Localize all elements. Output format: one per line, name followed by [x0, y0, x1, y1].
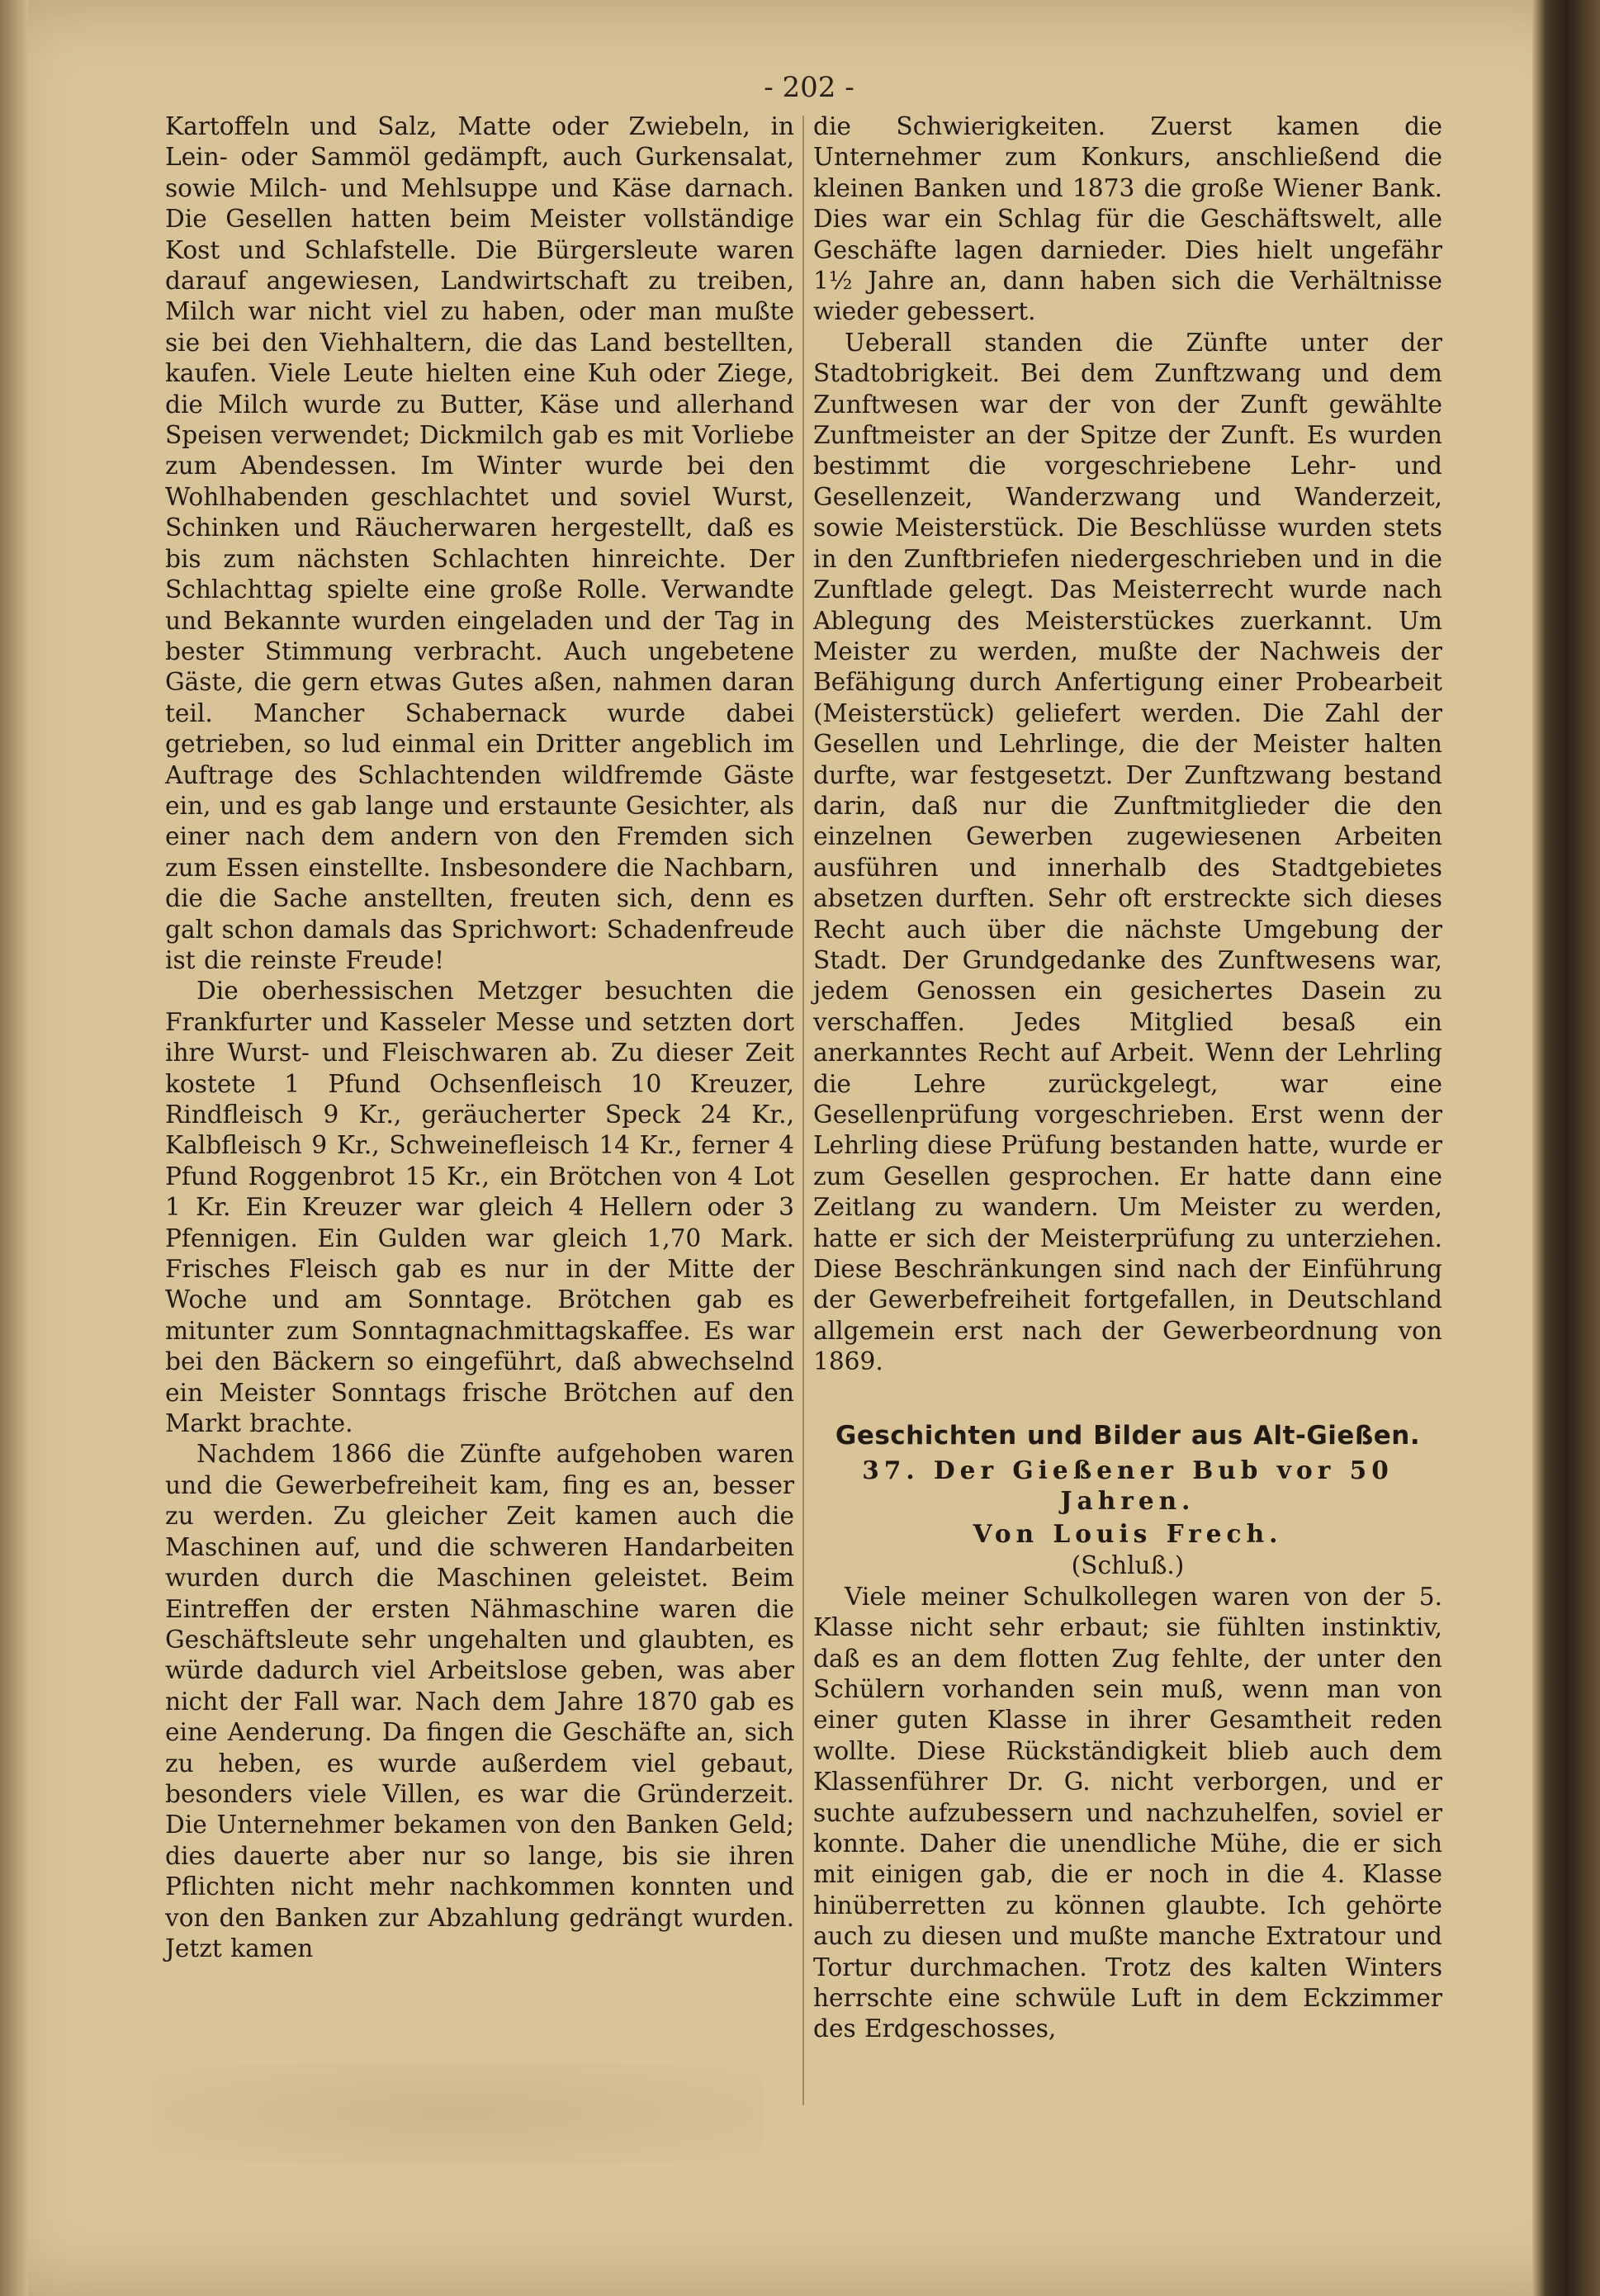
article-title: 37. Der Gießener Bub vor 50 Jahren. — [862, 1456, 1394, 1516]
paragraph: Viele meiner Schulkollegen waren von der 5. Klasse nicht sehr erbaut; sie fühlten instinktiv, daß es an dem flotten Zug fehlte, der unter den Schülern vorhanden sein muß, wenn man von einer guten Klasse in ihrer Gesamtheit reden wollte. Diese Rückständigkeit blieb auch dem Klassenführer Dr. G. nicht verborgen, und er suchte aufzubessern und nachzuhelfen, soviel er konnte. Daher die unendliche Mühe, die er sich mit einigen gab, die er noch in die 4. Klasse hinüberretten zu können glaubte. Ich gehörte auch zu diesen und mußte manche Extratour und Tortur durchmachen. Trotz des kalten Winters herrschte eine schwüle Luft in dem Eckzimmer des Erdgeschosses, — [813, 1582, 1442, 2043]
article-note: (Schluß.) — [1071, 1551, 1185, 1580]
paragraph: Nachdem 1866 die Zünfte aufgehoben waren und die Gewerbefreiheit kam, fing es an, besser zu werden. Zu gleicher Zeit kamen auch die Maschinen auf, und die schweren Handarbeiten wurden durch die Maschinen geleistet. Beim Eintreffen der ersten Nähmaschine waren die Geschäftsleute sehr ungehalten und glaubten, es würde dadurch viel Arbeitslose geben, was aber nicht der Fall war. Nach dem Jahre 1870 gab es eine Aenderung. Da fingen die Geschäfte an, sich zu heben, es wurde außerdem viel gebaut, besonders viele Villen, es war die Gründerzeit. Die Unternehmer bekamen von den Banken Geld; dies dauerte aber nur so lange, bis sie ihren Pflichten nicht mehr nachkommen konnten und von den Banken zur Abzahlung gedrängt wurden. Jetzt kamen — [165, 1440, 794, 1962]
section-title: Geschichten und Bilder aus Alt-Gießen. — [835, 1420, 1421, 1451]
paragraph: Kartoffeln und Salz, Matte oder Zwiebeln, in Lein- oder Sammöl gedämpft, auch Gurkensalat, sowie Milch- und Mehlsuppe und Käse darnach. Die Gesellen hatten beim Meister vollständige Kost und Schlafstelle. Die Bürgersleute waren darauf angewiesen, Landwirtschaft zu treiben, Milch war nicht viel zu haben, oder man mußte sie bei den Viehhaltern, die das Land bestellten, kaufen. Viele Leute hielten eine Kuh oder Ziege, die Milch wurde zu Butter, Käse und allerhand Speisen verwendet; Dickmilch gab es mit Vorliebe zum Abendessen. Im Winter wurde bei den Wohlhabenden geschlachtet und soviel Wurst, Schinken und Räucherwaren hergestellt, daß es bis zum nächsten Schlachten hinreichte. Der Schlachttag spielte eine große Rolle. Verwandte und Bekannte wurden eingeladen und der Tag in bester Stimmung verbracht. Auch ungebetene Gäste, die gern etwas Gutes aßen, nahmen daran teil. Mancher Schabernack wurde dabei getrieben, so lud einmal ein Dritter angeblich im Auftrage des Schlachtenden wildfremde Gäste ein, und es gab lange und erstaunte Gesichter, als einer nach dem andern von den Fremden sich zum Essen einstellte. Insbesondere die Nachbarn, die die Sache anstellten, freuten sich, denn es galt schon damals das Sprichwort: Schadenfreude ist die reinste Freude! — [165, 112, 794, 974]
right-column — [813, 111, 1442, 2045]
paper-stain — [153, 2064, 764, 2163]
article-author: Von Louis Frech. — [973, 1518, 1283, 1548]
page-number: - 202 - — [764, 71, 854, 104]
page-left-edge — [0, 0, 28, 2296]
paragraph: Ueberall standen die Zünfte unter der Stadtobrigkeit. Bei dem Zunftzwang und dem Zunftwesen war der von der Zunft gewählte Zunftmeister an der Spitze der Zunft. Es wurden bestimmt die vorgeschriebene Lehr- und Gesellenzeit, Wanderzwang und Wanderzeit, sowie Meisterstück. Die Beschlüsse wurden stets in den Zunftbriefen niedergeschrieben und in die Zunftlade gelegt. Das Meisterrecht wurde nach Ablegung des Meisterstückes zuerkannt. Um Meister zu werden, mußte der Nachweis der Befähigung durch Anfertigung einer Probearbeit (Meisterstück) geliefert werden. Die Zahl der Gesellen und Lehrlinge, die der Meister halten durfte, war festgesetzt. Der Zunftzwang bestand darin, daß nur die Zunftmitglieder die den einzelnen Gewerben zugewiesenen Arbeiten ausführen und innerhalb des Stadtgebietes absetzen durften. Sehr oft erstreckte sich dieses Recht auch über die nächste Umgebung der Stadt. Der Grundgedanke des Zunftwesens war, jedem Genossen ein gesichertes Dasein zu verschaffen. Jedes Mitglied besaß ein anerkanntes Recht auf Arbeit. Wenn der Lehrling die Lehre zurückgelegt, war eine Gesellenprüfung vorgeschrieben. Erst wenn der Lehrling diese Prüfung bestanden hatte, wurde er zum Gesellen gesprochen. Er hatte dann eine Zeitlang zu wandern. Um Meister zu werden, hatte er sich der Meisterprüfung zu unterziehen. Diese Beschränkungen sind nach der Einführung der Gewerbefreiheit fortgefallen, in Deutschland allgemein erst nach der Gewerbeordnung von 1869. — [813, 328, 1442, 1376]
book-binding-shadow — [1532, 0, 1600, 2296]
paragraph: die Schwierigkeiten. Zuerst kamen die Unternehmer zum Konkurs, anschließend die kleinen Banken und 1873 die große Wiener Bank. Dies war ein Schlag für die Geschäftswelt, alle Geschäfte lagen darnieder. Dies hielt ungefähr 1½ Jahre an, dann haben sich die Verhältnisse wieder gebessert. — [813, 112, 1442, 326]
paragraph: Die oberhessischen Metzger besuchten die Frankfurter und Kasseler Messe und setzten dort ihre Wurst- und Fleischwaren ab. Zu dieser Zeit kostete 1 Pfund Ochsenfleisch 10 Kreuzer, Rindfleisch 9 Kr., geräucherter Speck 24 Kr., Kalbfleisch 9 Kr., Schweinefleisch 14 Kr., ferner 4 Pfund Roggenbrot 15 Kr., ein Brötchen von 4 Lot 1 Kr. Ein Kreuzer war gleich 4 Hellern oder 3 Pfennigen. Ein Gulden war gleich 1,70 Mark. Frisches Fleisch gab es nur in der Mitte der Woche und am Sonntage. Brötchen gab es mitunter zum Sonntagnachmittagskaffee. Es war bei den Bäckern so eingeführt, daß abwechselnd ein Meister Sonntags frische Brötchen auf den Markt brachte. — [165, 977, 794, 1438]
left-column — [165, 111, 794, 1964]
column-divider — [802, 116, 804, 2105]
